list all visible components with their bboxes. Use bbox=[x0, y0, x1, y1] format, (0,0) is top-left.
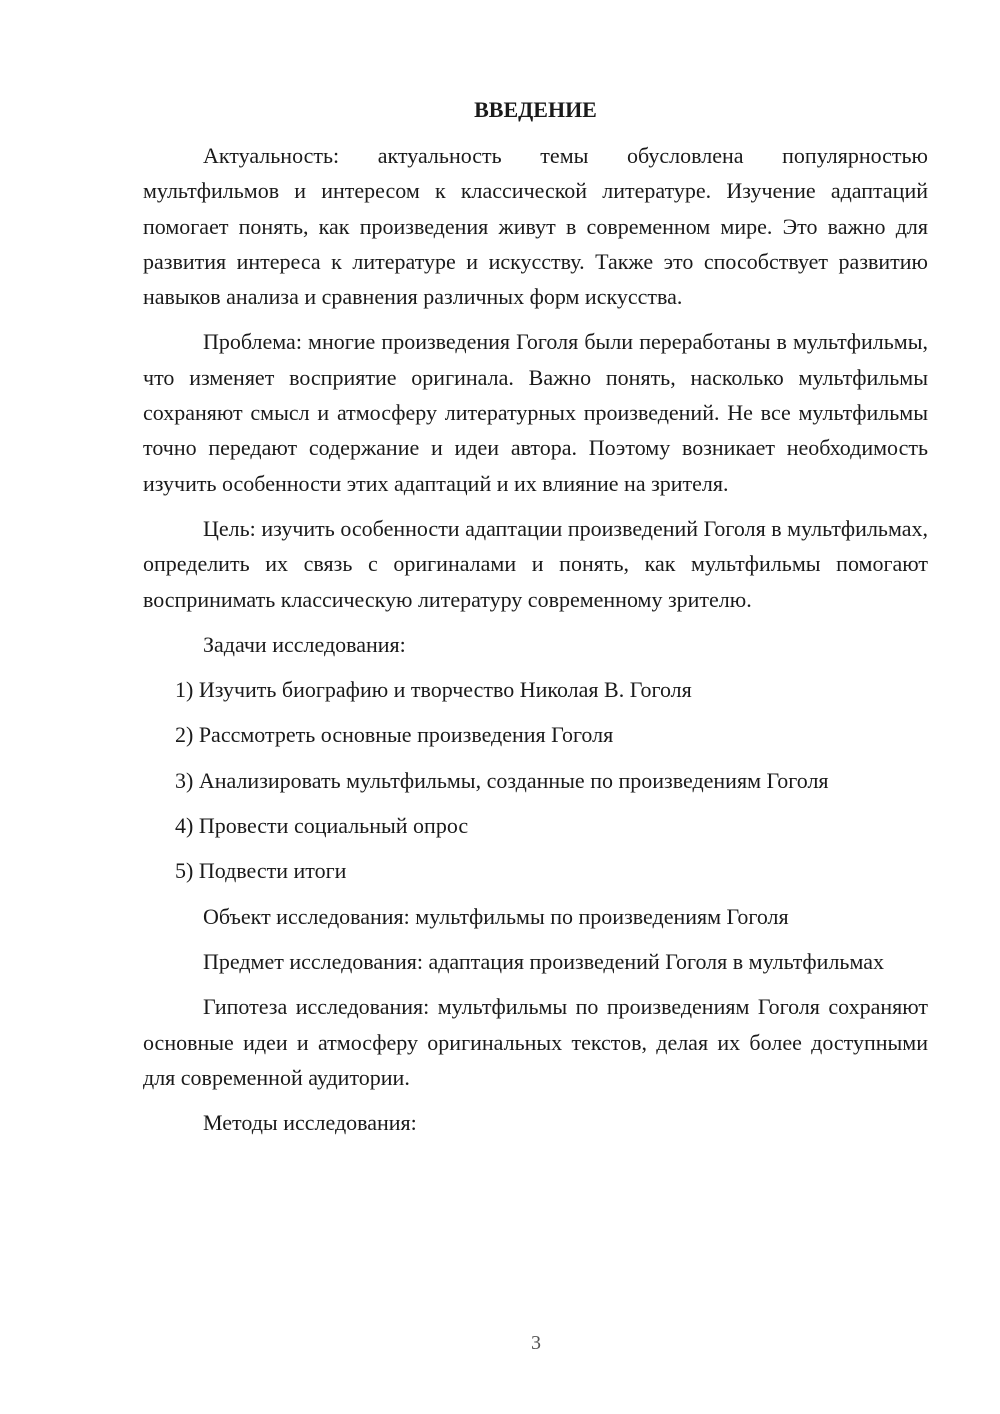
list-item: 3) Анализировать мультфильмы, созданные по произведениям Гоголя bbox=[175, 767, 829, 793]
list-item: 1) Изучить биографию и творчество Николая В. Гоголя bbox=[175, 677, 692, 703]
paragraph-object: Объект исследования: мультфильмы по произведениям Гоголя bbox=[203, 903, 789, 929]
methods-heading: Методы исследования: bbox=[203, 1110, 417, 1136]
paragraph-subject: Предмет исследования: адаптация произведений Гоголя в мультфильмах bbox=[203, 948, 884, 974]
tasks-heading: Задачи исследования: bbox=[203, 631, 406, 657]
page-content bbox=[143, 92, 928, 1150]
list-item: 2) Рассмотреть основные произведения Гоголя bbox=[175, 722, 614, 748]
section-title: ВВЕДЕНИЕ bbox=[474, 97, 597, 122]
list-item: 5) Подвести итоги bbox=[175, 858, 347, 884]
paragraph-goal: Цель: изучить особенности адаптации произведений Гоголя в мультфильмах, определить их связь с оригиналами и понять, как мультфильмы помогают воспринимать классическую литературу современному зрителю. bbox=[143, 515, 928, 612]
list-item: 4) Провести социальный опрос bbox=[175, 813, 469, 839]
paragraph-hypothesis: Гипотеза исследования: мультфильмы по произведениям Гоголя сохраняют основные идеи и атмосферу оригинальных текстов, делая их более доступными для современной аудитории. bbox=[143, 994, 928, 1090]
paragraph-relevance: Актуальность: актуальность темы обусловлена популярностью мультфильмов и интересом к классической литературе. Изучение адаптаций помогает понять, как произведения живут в современном мире. Это важно для развития интереса к литературе и искусству. Также это способствует развитию навыков анализа и сравнения различных форм искусства. bbox=[143, 143, 928, 310]
page-number: 3 bbox=[531, 1332, 541, 1354]
paragraph-problem: Проблема: многие произведения Гоголя были переработаны в мультфильмы, что изменяет восприятие оригинала. Важно понять, насколько мультфильмы сохраняют смысл и атмосферу литературных произведений. Не все мультфильмы точно передают содержание и идеи автора. Поэтому возникает необходимость изучить особенности этих адаптаций и их влияние на зрителя. bbox=[143, 329, 928, 496]
tasks-list bbox=[143, 672, 928, 888]
